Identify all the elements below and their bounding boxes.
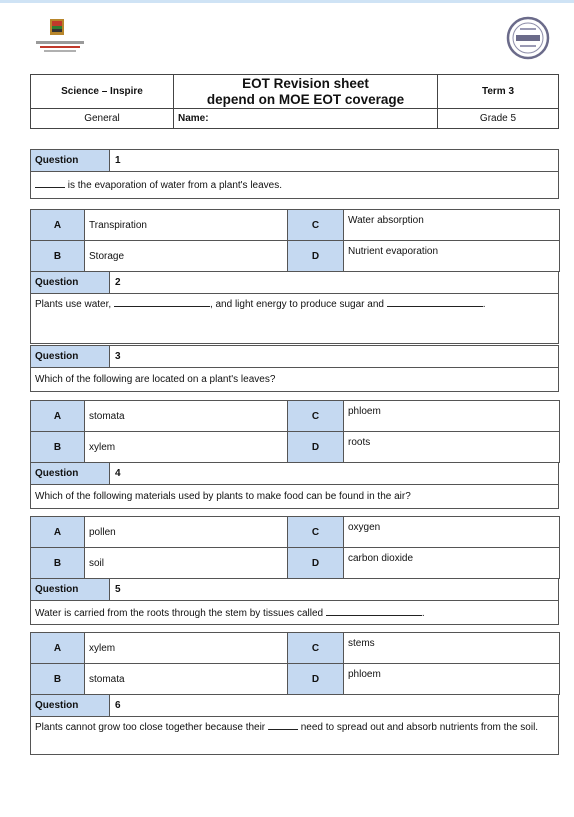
option-letter-b: B (31, 432, 85, 463)
option-b[interactable]: stomata (85, 664, 288, 695)
option-a[interactable]: pollen (85, 517, 288, 548)
option-b[interactable]: xylem (85, 432, 288, 463)
option-letter-b: B (31, 548, 85, 579)
question-number: 6 (110, 695, 559, 717)
question-3-options (30, 400, 560, 463)
question-label: Question (31, 463, 110, 485)
question-2-text-part1: Plants use water, (35, 299, 112, 310)
question-text (31, 717, 559, 755)
question-5-text: Water is carried from the roots through the stem by tissues called (35, 607, 324, 619)
option-letter-d: D (288, 432, 344, 463)
option-letter-d: D (288, 664, 344, 695)
question-2-block (30, 271, 559, 344)
question-2-text-part2: , and light energy to produce sugar and (209, 299, 384, 310)
answer-blank[interactable] (268, 721, 298, 730)
question-number: 4 (110, 463, 559, 485)
question-text (31, 294, 559, 344)
question-4-text: Which of the following materials used by plants to make food can be found in the air? (31, 485, 559, 509)
option-a[interactable]: Transpiration (85, 210, 288, 241)
title-cell (174, 75, 438, 109)
question-text (31, 601, 559, 625)
question-1-text: is the evaporation of water from a plant's leaves. (67, 180, 283, 191)
question-number: 5 (110, 579, 559, 601)
grade-cell: Grade 5 (438, 109, 559, 129)
option-b[interactable]: soil (85, 548, 288, 579)
option-letter-a: A (31, 401, 85, 432)
track-cell: General (31, 109, 174, 129)
question-6-text-part2: need to spread out and absorb nutrients from the soil. (300, 722, 539, 733)
option-letter-c: C (288, 517, 344, 548)
question-3-block (30, 345, 559, 392)
option-d[interactable]: Nutrient evaporation (344, 241, 560, 272)
question-4-block (30, 462, 559, 509)
option-a[interactable]: xylem (85, 633, 288, 664)
question-label: Question (31, 695, 110, 717)
option-letter-b: B (31, 241, 85, 272)
option-a[interactable]: stomata (85, 401, 288, 432)
question-1-options (30, 209, 560, 272)
question-text (31, 172, 559, 199)
question-label: Question (31, 150, 110, 172)
question-3-text: Which of the following are located on a plant's leaves? (31, 368, 559, 392)
option-letter-a: A (31, 517, 85, 548)
question-label: Question (31, 579, 110, 601)
sheet-title: EOT Revision sheet (242, 75, 369, 91)
option-b[interactable]: Storage (85, 241, 288, 272)
option-d[interactable]: carbon dioxide (344, 548, 560, 579)
question-5-block (30, 578, 559, 625)
header-table (30, 74, 559, 129)
answer-blank[interactable] (35, 179, 65, 188)
option-letter-c: C (288, 633, 344, 664)
answer-blank[interactable] (326, 607, 422, 616)
option-d[interactable]: phloem (344, 664, 560, 695)
option-letter-d: D (288, 548, 344, 579)
question-label: Question (31, 346, 110, 368)
question-6-text-part1: Plants cannot grow too close together because their (35, 722, 266, 733)
subject-cell: Science – Inspire (31, 75, 174, 109)
sheet-subtitle: depend on MOE EOT coverage (206, 91, 405, 107)
option-letter-d: D (288, 241, 344, 272)
option-c[interactable]: stems (344, 633, 560, 664)
question-number: 2 (110, 272, 559, 294)
option-letter-c: C (288, 210, 344, 241)
question-6-block (30, 694, 559, 755)
school-seal-logo (506, 16, 550, 60)
question-number: 1 (110, 150, 559, 172)
option-letter-c: C (288, 401, 344, 432)
option-letter-b: B (31, 664, 85, 695)
ministry-logo (30, 17, 90, 61)
question-4-options (30, 516, 560, 579)
option-letter-a: A (31, 210, 85, 241)
answer-blank[interactable] (387, 298, 483, 307)
question-label: Question (31, 272, 110, 294)
top-edge-bar (0, 0, 574, 3)
term-cell: Term 3 (438, 75, 559, 109)
option-c[interactable]: Water absorption (344, 210, 560, 241)
answer-blank[interactable] (114, 298, 210, 307)
option-c[interactable]: phloem (344, 401, 560, 432)
name-field[interactable]: Name: (174, 109, 438, 129)
option-d[interactable]: roots (344, 432, 560, 463)
option-c[interactable]: oxygen (344, 517, 560, 548)
question-number: 3 (110, 346, 559, 368)
question-1-block (30, 149, 559, 199)
question-5-text-end: . (421, 607, 425, 619)
question-2-text-end: . (482, 299, 486, 310)
question-5-options (30, 632, 560, 695)
option-letter-a: A (31, 633, 85, 664)
